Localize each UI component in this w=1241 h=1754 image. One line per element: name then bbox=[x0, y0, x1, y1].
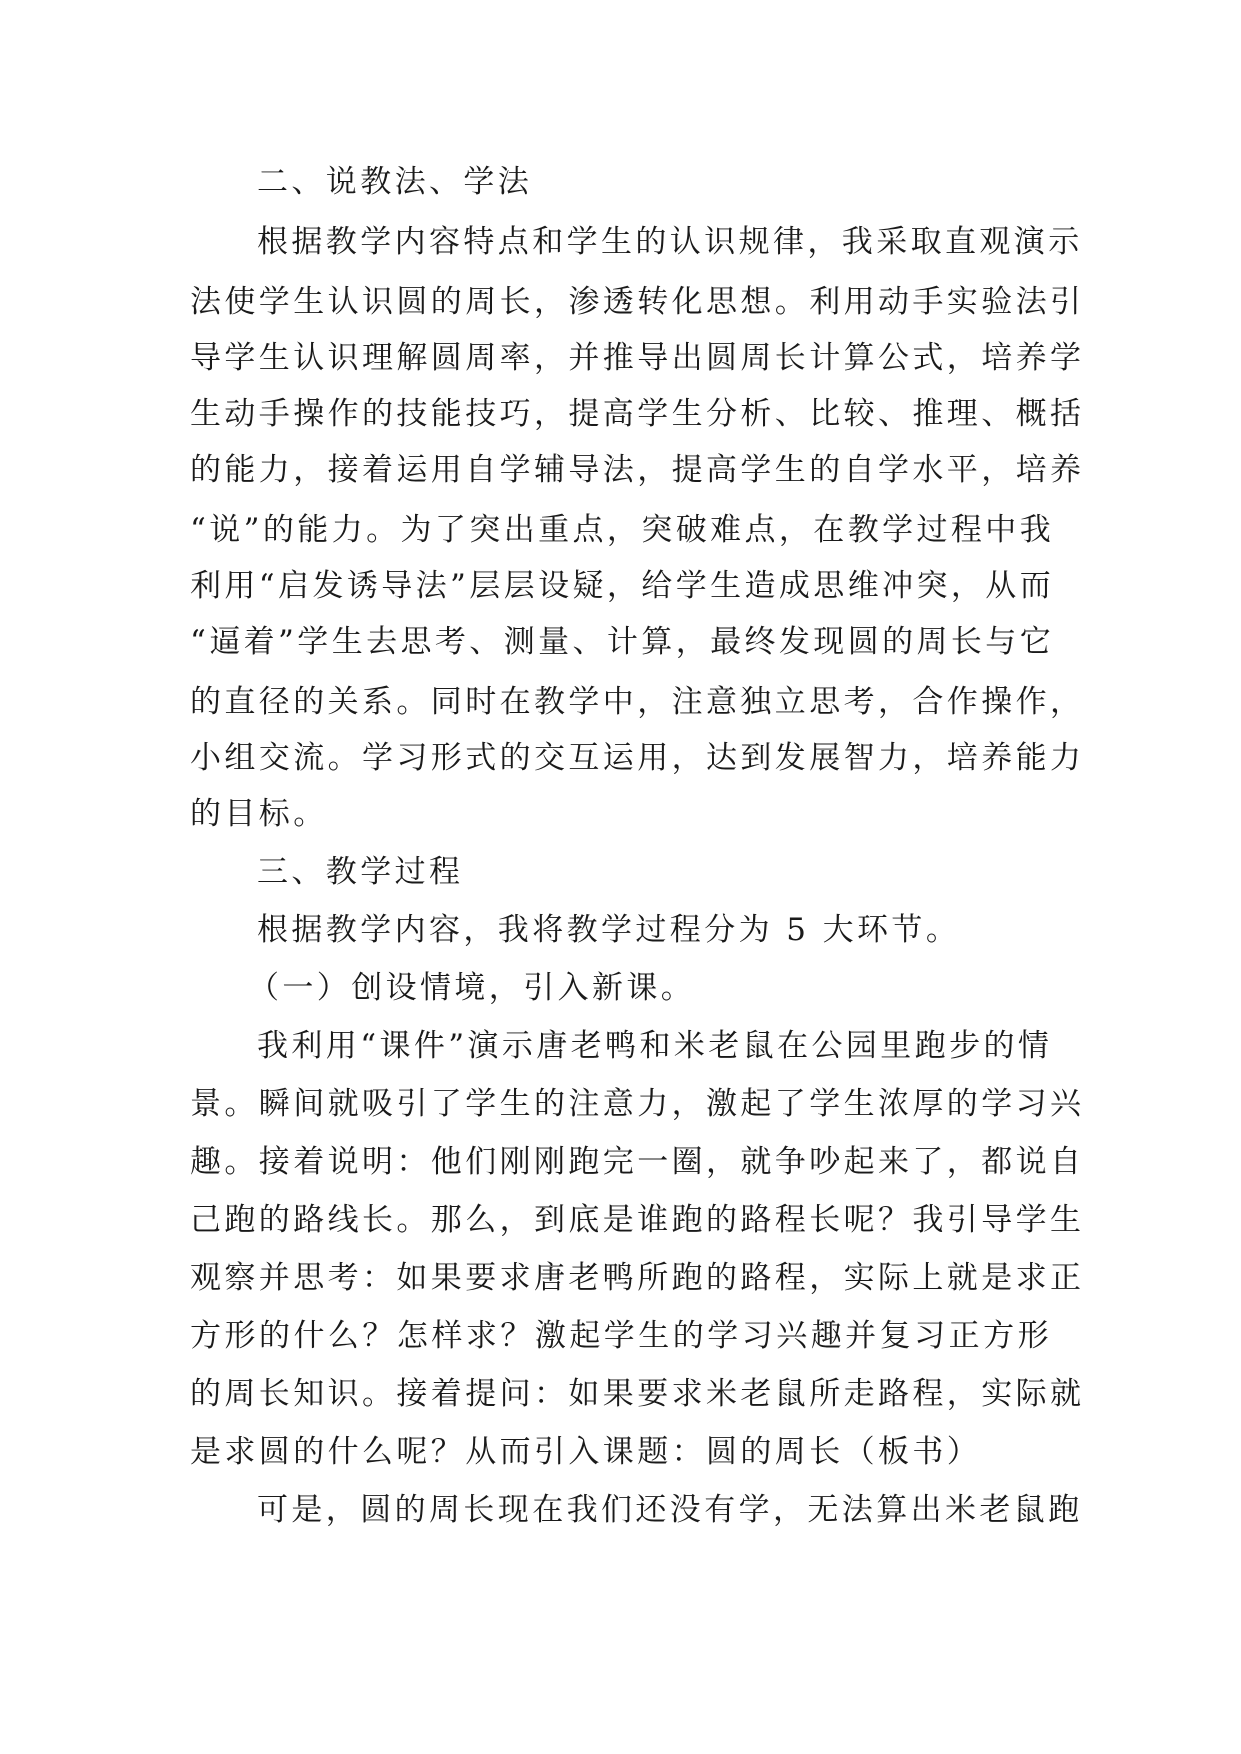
paragraph-line: 根据教学内容，我将教学过程分为 5 大环节。 bbox=[257, 912, 961, 948]
paragraph-line: 己跑的路线长。那么，到底是谁跑的路程长呢？我引导学生 bbox=[190, 1202, 1085, 1238]
paragraph-line: 的目标。 bbox=[190, 796, 328, 832]
paragraph-line: “逼着”学生去思考、测量、计算，最终发现圆的周长与它 bbox=[190, 624, 1055, 660]
paragraph-line: 小组交流。学习形式的交互运用，达到发展智力，培养能力 bbox=[190, 740, 1085, 776]
section-heading-teaching-methods: 二、说教法、学法 bbox=[257, 164, 533, 200]
section-heading-teaching-process: 三、教学过程 bbox=[257, 854, 464, 890]
subsection-heading: （一）创设情境，引入新课。 bbox=[248, 970, 696, 1006]
paragraph-line: 的周长知识。接着提问：如果要求米老鼠所走路程，实际就 bbox=[190, 1376, 1085, 1412]
paragraph-line: 方形的什么？怎样求？激起学生的学习兴趣并复习正方形 bbox=[190, 1318, 1052, 1354]
paragraph-line: 是求圆的什么呢？从而引入课题：圆的周长（板书） bbox=[190, 1434, 982, 1470]
paragraph-line: 的能力，接着运用自学辅导法，提高学生的自学水平，培养 bbox=[190, 452, 1085, 488]
paragraph-line: 利用“启发诱导法”层层设疑，给学生造成思维冲突，从而 bbox=[190, 568, 1055, 604]
paragraph-line: 观察并思考：如果要求唐老鸭所跑的路程，实际上就是求正 bbox=[190, 1260, 1085, 1296]
paragraph-line: “说”的能力。为了突出重点，突破难点，在教学过程中我 bbox=[190, 512, 1055, 548]
paragraph-line: 景。瞬间就吸引了学生的注意力，激起了学生浓厚的学习兴 bbox=[190, 1086, 1085, 1122]
paragraph-line: 的直径的关系。同时在教学中，注意独立思考，合作操作， bbox=[190, 684, 1085, 720]
paragraph-line: 法使学生认识圆的周长，渗透转化思想。利用动手实验法引 bbox=[190, 284, 1085, 320]
paragraph-line: 根据教学内容特点和学生的认识规律，我采取直观演示 bbox=[257, 224, 1083, 260]
paragraph-line: 导学生认识理解圆周率，并推导出圆周长计算公式，培养学 bbox=[190, 340, 1085, 376]
paragraph-line: 趣。接着说明：他们刚刚跑完一圈，就争吵起来了，都说自 bbox=[190, 1144, 1085, 1180]
paragraph-line: 生动手操作的技能技巧，提高学生分析、比较、推理、概括 bbox=[190, 396, 1085, 432]
paragraph-line: 我利用“课件”演示唐老鸭和米老鼠在公园里跑步的情 bbox=[257, 1028, 1053, 1064]
paragraph-line: 可是，圆的周长现在我们还没有学，无法算出米老鼠跑 bbox=[257, 1492, 1083, 1528]
